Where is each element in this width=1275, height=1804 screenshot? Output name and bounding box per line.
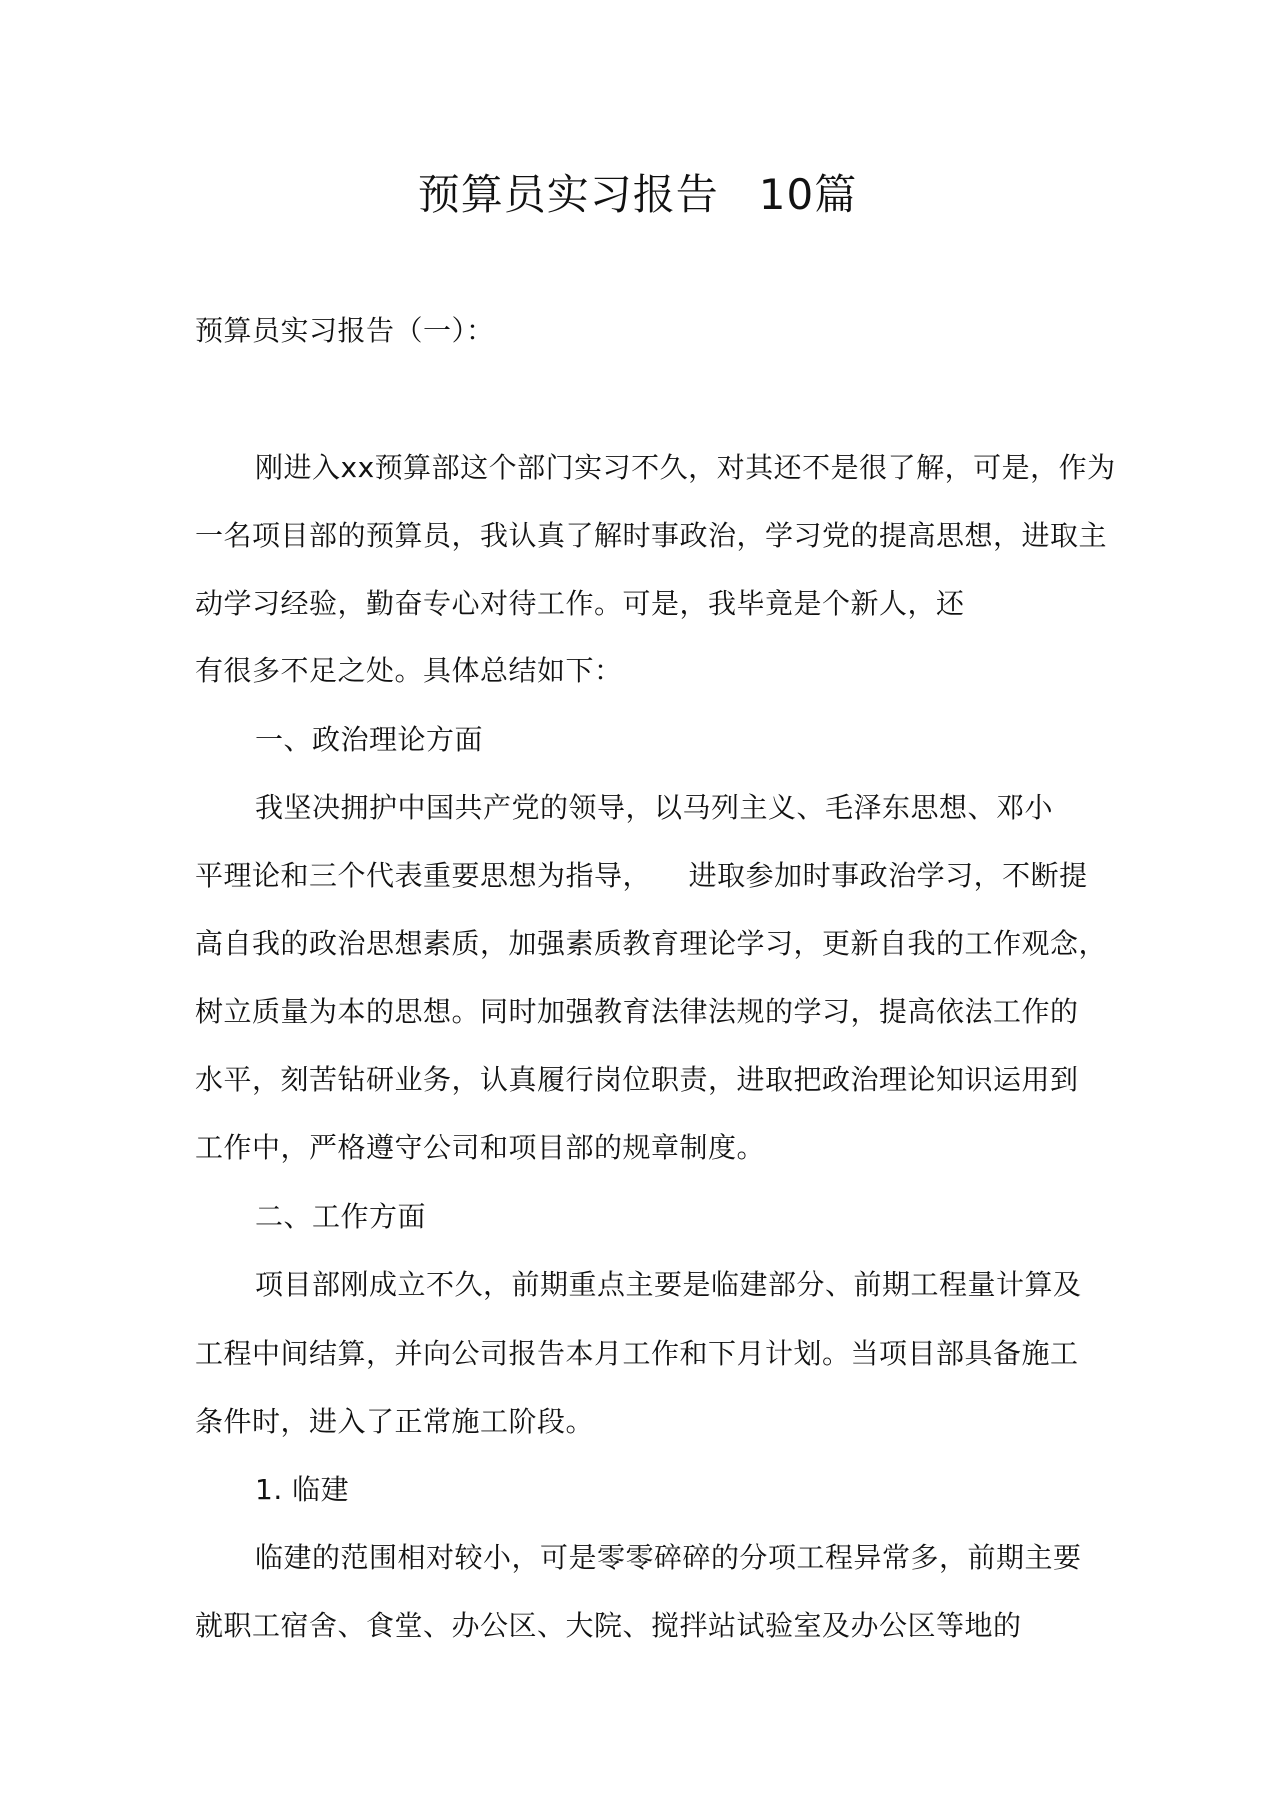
paragraph-line: 刚进入xx预算部这个部门实习不久，对其还不是很了解，可是，作为 <box>255 451 1116 484</box>
paragraph-line: 工作中，严格遵守公司和项目部的规章制度。 <box>195 1131 766 1164</box>
paragraph-line: 树立质量为本的思想。同时加强教育法律法规的学习，提高依法工作的 <box>195 995 1079 1028</box>
title-text: 预算员实习报告 <box>417 170 719 219</box>
subheading: 一、政治理论方面 <box>255 723 484 756</box>
paragraph-line: 工程中间结算，并向公司报告本月工作和下月计划。当项目部具备施工 <box>195 1337 1079 1370</box>
paragraph-line: 我坚决拥护中国共产党的领导，以马列主义、毛泽东思想、邓小 <box>255 791 1054 824</box>
paragraph-line: 条件时，进入了正常施工阶段。 <box>195 1405 595 1438</box>
paragraph-line: 平理论和三个代表重要思想为指导， 进取参加时事政治学习，不断提 <box>195 859 1088 892</box>
paragraph-line: 临建的范围相对较小，可是零零碎碎的分项工程异常多，前期主要 <box>255 1541 1082 1574</box>
document-title <box>0 170 1275 220</box>
paragraph-line: 动学习经验，勤奋专心对待工作。可是，我毕竟是个新人，还 <box>195 587 965 620</box>
paragraph-line: 项目部刚成立不久，前期重点主要是临建部分、前期工程量计算及 <box>255 1268 1082 1301</box>
paragraph-line: 高自我的政治思想素质，加强素质教育理论学习，更新自我的工作观念， <box>195 927 1108 960</box>
paragraph-line: 有很多不足之处。具体总结如下： <box>195 654 623 687</box>
paragraph-line: 水平，刻苦钻研业务，认真履行岗位职责，进取把政治理论知识运用到 <box>195 1063 1079 1096</box>
section-heading: 预算员实习报告（一）： <box>195 314 495 347</box>
subheading: 1. 临建 <box>255 1473 350 1506</box>
subheading: 二、工作方面 <box>255 1200 427 1233</box>
paragraph-line: 就职工宿舍、食堂、办公区、大院、搅拌站试验室及办公区等地的 <box>195 1609 1022 1642</box>
paragraph-line: 一名项目部的预算员，我认真了解时事政治，学习党的提高思想，进取主 <box>195 519 1108 552</box>
title-suffix: 10篇 <box>758 170 858 219</box>
